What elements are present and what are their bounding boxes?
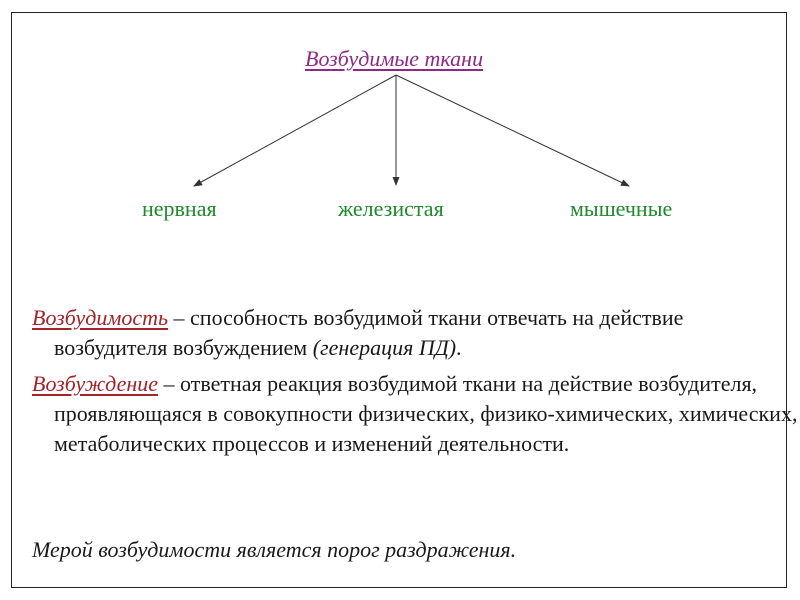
measure-statement: Мерой возбудимости является порог раздражения.: [32, 537, 517, 562]
definition-dash: –: [158, 371, 181, 396]
definition-end: .: [456, 335, 462, 360]
definition-excitation: [32, 369, 799, 459]
tissue-glandular: железистая: [338, 196, 444, 221]
arrow-to-nervous: [194, 75, 396, 186]
tissue-muscular: мышечные: [570, 196, 673, 221]
definition-note: (генерация ПД): [312, 335, 457, 360]
definition-text: ответная реакция возбудимой ткани на действие возбудителя, проявляющаяся в совокупности физических, физико-химических, химических, метаболических процессов и изменений деятельности.: [54, 371, 798, 456]
definition-text: способность возбудимой ткани отвечать на действие возбудителя возбуждением: [54, 305, 684, 360]
definition-dash: –: [168, 305, 191, 330]
slide: [11, 12, 798, 588]
term-excitability: Возбудимость: [32, 305, 169, 330]
arrow-to-muscular: [396, 75, 629, 186]
tree-arrows: [12, 13, 788, 589]
definition-excitability: [32, 303, 799, 363]
tree-title: Возбудимые ткани: [305, 46, 484, 71]
term-excitation: Возбуждение: [32, 371, 159, 396]
tissue-nervous: нервная: [142, 196, 217, 221]
